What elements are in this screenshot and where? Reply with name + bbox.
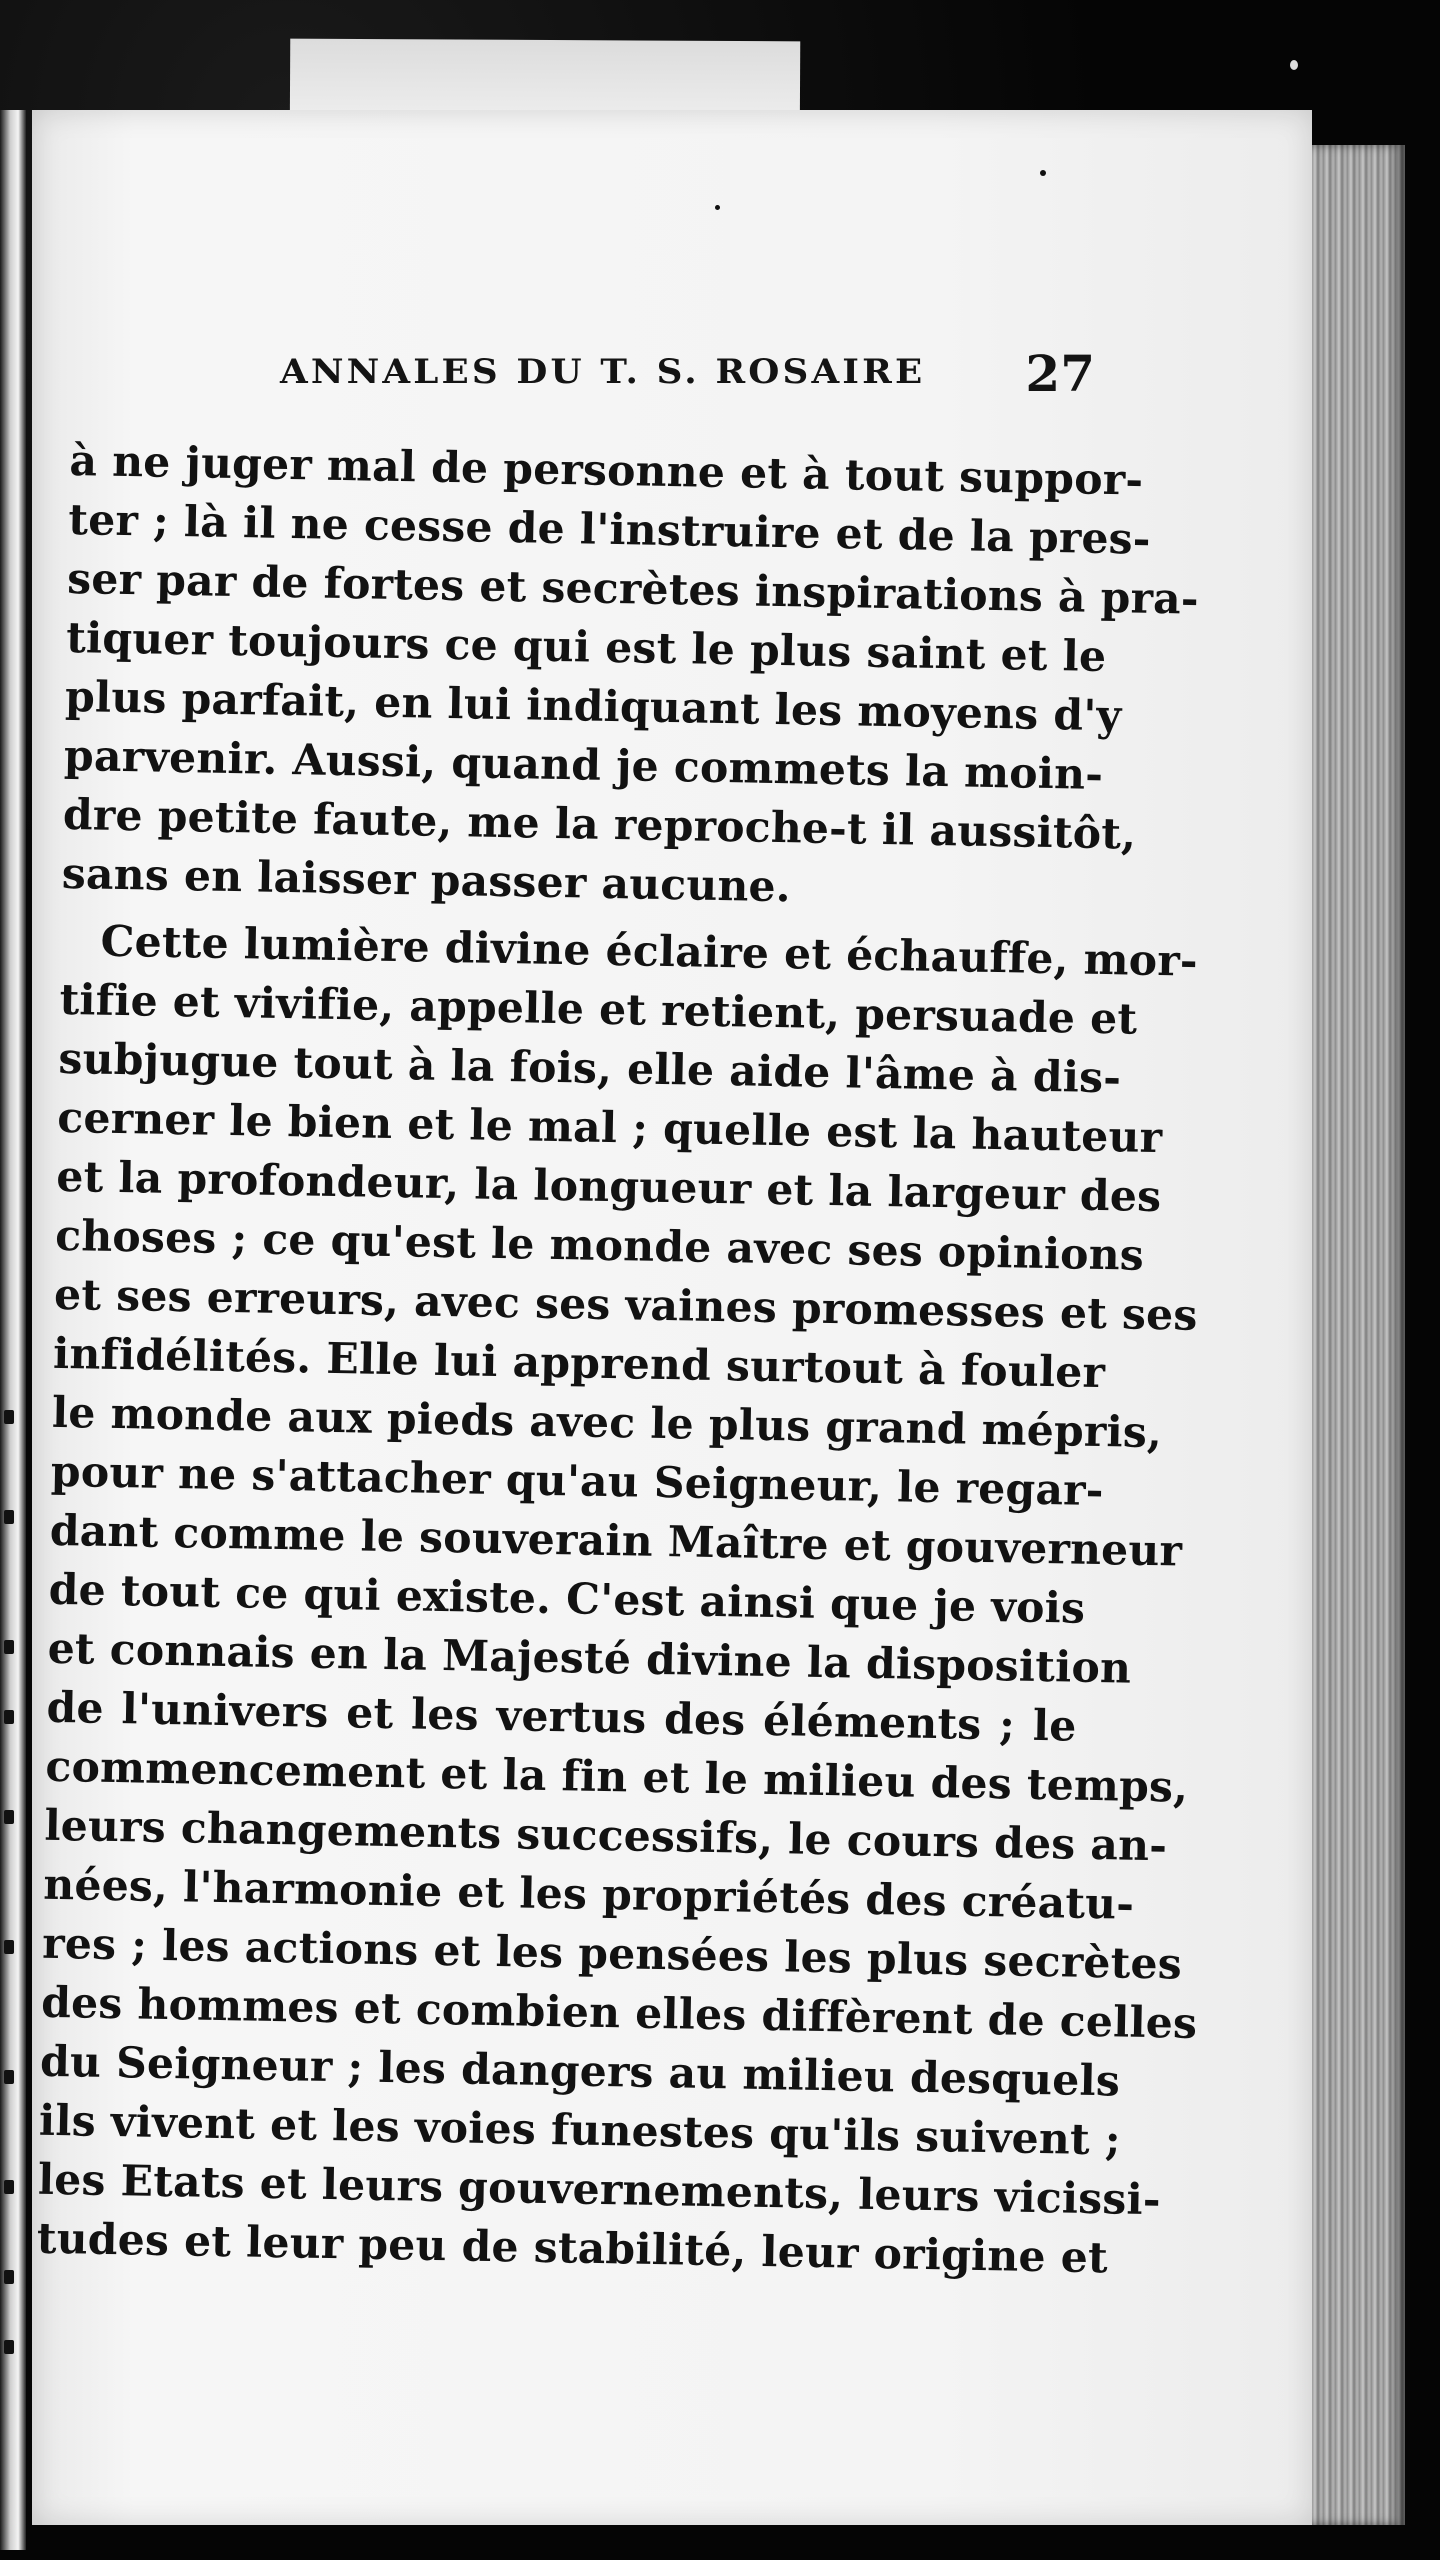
text-line: plus parfait, en lui indiquant les moyens d'y <box>64 671 1122 742</box>
edge-mark <box>4 1710 14 1724</box>
text-line: dant comme le souverain Maître et gouverneur <box>49 1505 1183 1577</box>
paragraph <box>36 912 1199 2288</box>
edge-mark <box>4 1810 14 1824</box>
dust-speck <box>715 205 720 210</box>
text-line: des hommes et combien elles diffèrent de celles <box>40 1977 1198 2049</box>
edge-mark <box>4 1940 14 1954</box>
text-line: les Etats et leurs gouvernements, leurs vicissi- <box>37 2154 1162 2226</box>
edge-mark <box>4 2340 14 2354</box>
page-body <box>36 432 1200 2288</box>
text-line: à ne juger mal de personne et à tout suppor- <box>69 435 1144 506</box>
edge-mark <box>4 1410 14 1424</box>
paragraph <box>61 432 1200 923</box>
text-line: infidélités. Elle lui apprend surtout à fouler <box>52 1328 1106 1399</box>
text-line: ter ; là il ne cesse de l'instruire et de la pres- <box>67 494 1152 565</box>
text-line: res ; les actions et les pensées les plus secrètes <box>41 1918 1183 1990</box>
text-line: sans en laisser passer aucune. <box>61 848 792 913</box>
text-line: de l'univers et les vertus des éléments ; le <box>46 1682 1077 1752</box>
text-line: du Seigneur ; les dangers au milieu desquels <box>39 2036 1121 2107</box>
dust-speck <box>1040 170 1046 176</box>
text-line: choses ; ce qu'est le monde avec ses opinions <box>54 1210 1145 1281</box>
text-line: et la profondeur, la longueur et la largeur des <box>55 1151 1162 1223</box>
text-line: cerner le bien et le mal ; quelle est la hauteur <box>56 1092 1163 1164</box>
text-line: et connais en la Majesté divine la disposition <box>47 1623 1132 1694</box>
text-line: ils vivent et les voies funestes qu'ils suivent ; <box>38 2095 1122 2166</box>
edge-mark <box>4 2070 14 2084</box>
text-line: tifie et vivifie, appelle et retient, persuade et <box>59 974 1138 1045</box>
text-line: subjugue tout à la fois, elle aide l'âme à dis- <box>58 1033 1122 1104</box>
text-line: tiquer toujours ce qui est le plus saint et le <box>65 612 1107 683</box>
book-fore-edge <box>1300 145 1405 2525</box>
facing-page-marks <box>2 110 22 2550</box>
dust-speck <box>1290 60 1298 70</box>
running-head: ANNALES DU T. S. ROSAIRE <box>280 352 926 392</box>
text-line: parvenir. Aussi, quand je commets la moin- <box>63 730 1104 800</box>
facing-page-edge <box>0 110 26 2550</box>
text-line: leurs changements successifs, le cours des an- <box>43 1800 1168 1872</box>
text-line: de tout ce qui existe. C'est ainsi que je vois <box>48 1564 1086 1634</box>
text-line: tudes et leur peu de stabilité, leur origine et <box>36 2213 1109 2284</box>
text-line: pour ne s'attacher qu'au Seigneur, le regar- <box>50 1446 1105 1517</box>
page-header <box>235 344 1095 403</box>
text-line: et ses erreurs, avec ses vaines promesses et ses <box>53 1269 1199 1341</box>
text-line: nées, l'harmonie et les propriétés des créatu- <box>42 1859 1135 1930</box>
text-line: Cette lumière divine éclaire et échauffe, mor- <box>100 916 1199 987</box>
edge-mark <box>4 2180 14 2194</box>
edge-mark <box>4 1640 14 1654</box>
text-line: le monde aux pieds avec le plus grand mépris, <box>51 1387 1163 1459</box>
text-line: dre petite faute, me la reproche-t il aussitôt, <box>62 789 1137 860</box>
edge-mark <box>4 1510 14 1524</box>
text-line: ser par de fortes et secrètes inspirations à pra- <box>66 553 1200 625</box>
edge-mark <box>4 2270 14 2284</box>
text-line: commencement et la fin et le milieu des temps, <box>45 1741 1189 1813</box>
page-number: 27 <box>1025 344 1095 403</box>
